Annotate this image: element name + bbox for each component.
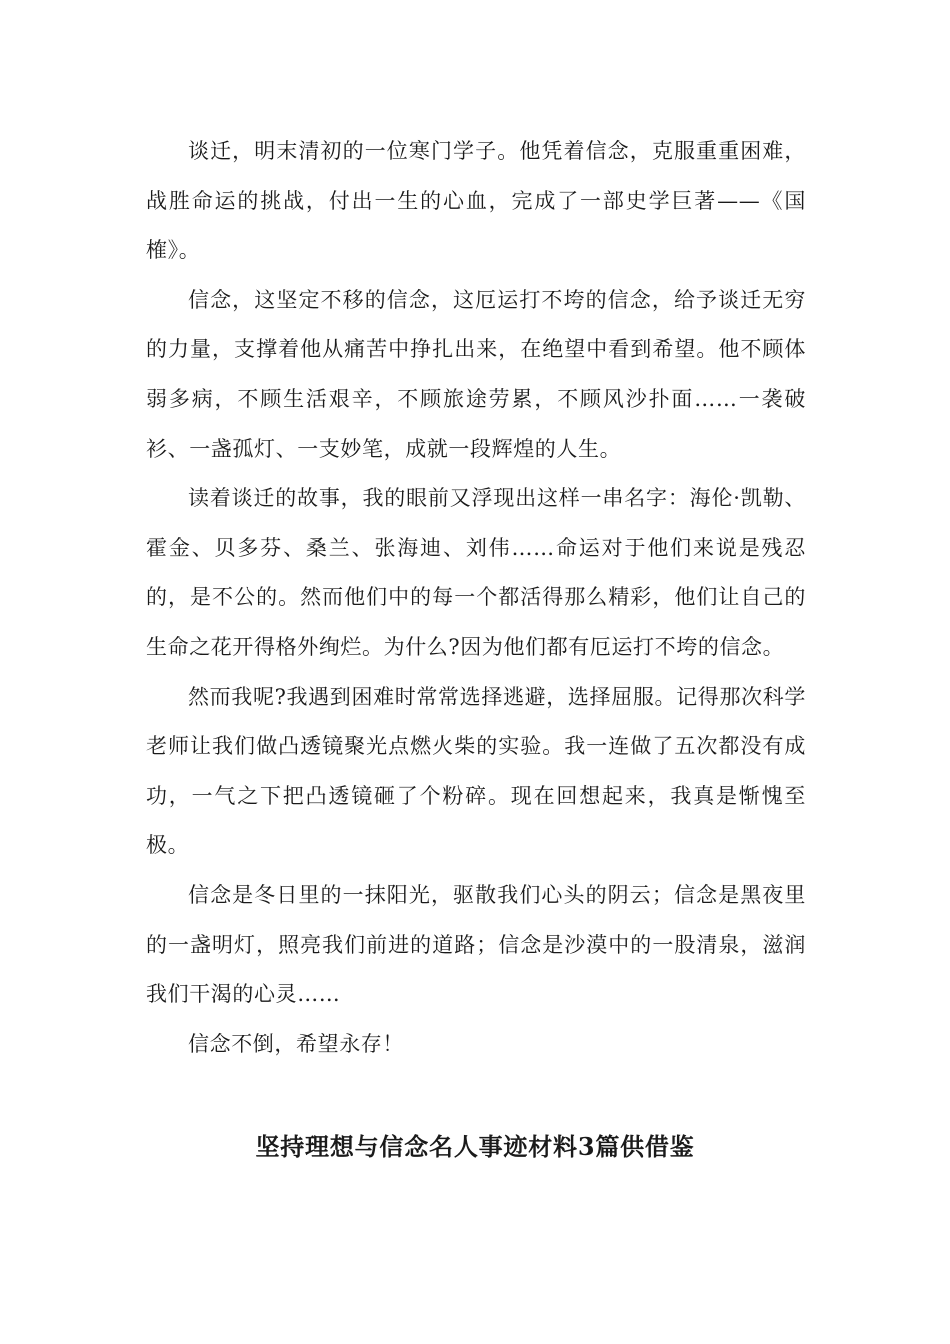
paragraph-belief-metaphors: 信念是冬日里的一抹阳光，驱散我们心头的阴云；信念是黑夜里的一盏明灯，照亮我们前进的道路；信念是沙漠中的一股清泉，滋润我们干渴的心灵……: [146, 882, 806, 1007]
paragraph-conclusion: 信念不倒，希望永存！: [188, 1031, 404, 1056]
essay-body: [146, 127, 806, 1069]
document-title: 坚持理想与信念名人事迹材料3篇供借鉴: [255, 1132, 695, 1161]
paragraph-tan-qian-intro: 谈迁，明末清初的一位寒门学子。他凭着信念，克服重重困难，战胜命运的挑战，付出一生的心血，完成了一部史学巨著——《国榷》。: [146, 139, 806, 263]
paragraph-belief-power: 信念，这坚定不移的信念，这厄运打不垮的信念，给予谈迁无穷的力量，支撑着他从痛苦中挣扎出来，在绝望中看到希望。他不顾体弱多病，不顾生活艰辛，不顾旅途劳累，不顾风沙扑面……一袭破衫、一盏孤灯、一支妙笔，成就一段辉煌的人生。: [146, 287, 806, 461]
paragraph-self-reflection: 然而我呢?我遇到困难时常常选择逃避，选择屈服。记得那次科学老师让我们做凸透镜聚光点燃火柴的实验。我一连做了五次都没有成功，一气之下把凸透镜砸了个粉碎。现在回想起来，我真是惭愧至极。: [146, 684, 806, 858]
paragraph-famous-names: 读着谈迁的故事，我的眼前又浮现出这样一串名字：海伦·凯勒、霍金、贝多芬、桑兰、张海迪、刘伟……命运对于他们来说是残忍的，是不公的。然而他们中的每一个都活得那么精彩，他们让自己的生命之花开得格外绚烂。为什么?因为他们都有厄运打不垮的信念。: [146, 486, 806, 659]
